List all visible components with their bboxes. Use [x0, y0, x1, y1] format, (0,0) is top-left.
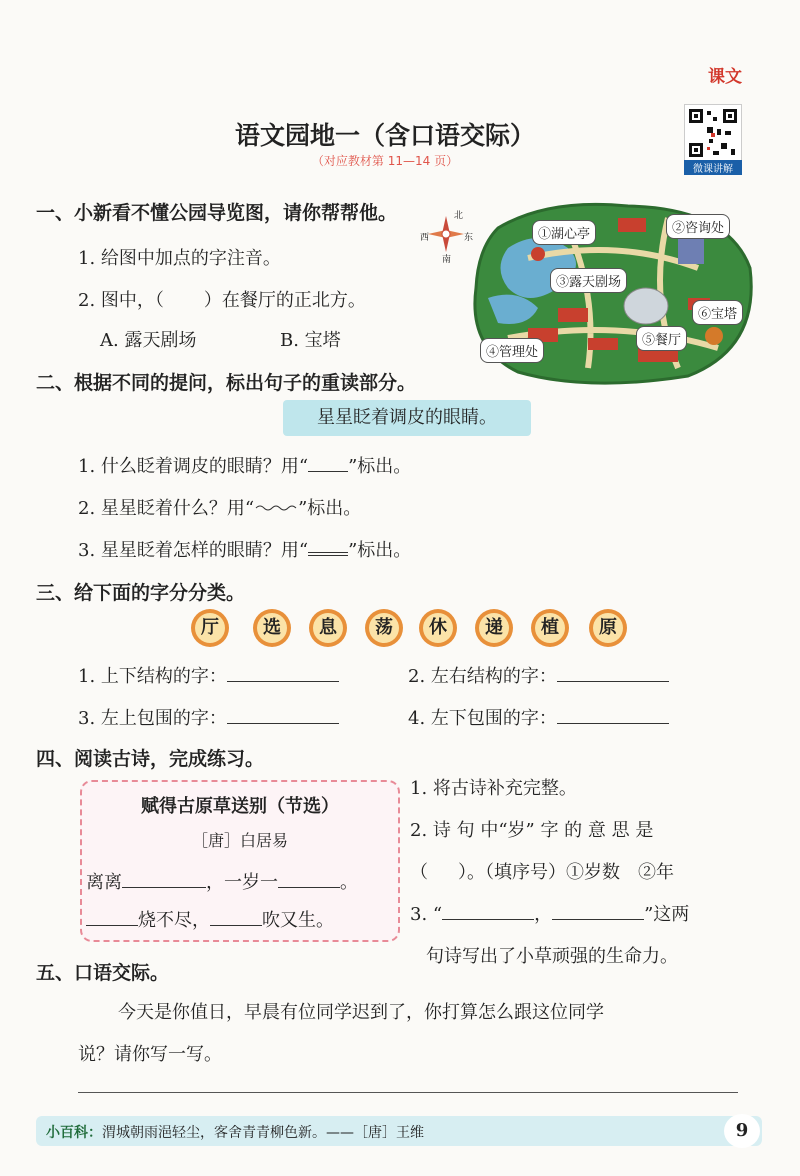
char-tile: 递: [474, 608, 514, 648]
map-label-management: ④管理处: [480, 338, 544, 363]
sec5-paragraph-1: 今天是你值日，早晨有位同学迟到了，你打算怎么跟这位同学: [118, 1002, 604, 1023]
target-sentence: 星星眨着调皮的眼睛。: [283, 400, 531, 436]
compass-west: 西: [420, 233, 430, 243]
compass-south: 南: [442, 255, 452, 265]
page-subtitle: （对应教材第 11—14 页）: [311, 154, 459, 168]
sec4-q1: 1. 将古诗补充完整。: [410, 778, 577, 799]
sec1-q2: 2. 图中，（ ）在餐厅的正北方。: [78, 290, 366, 311]
answer-line[interactable]: [552, 903, 644, 920]
qr-caption: 微课讲解: [684, 160, 742, 175]
map-label-theater: ③露天剧场: [550, 268, 627, 293]
answer-line[interactable]: [557, 665, 669, 682]
poem-line-1: 离离 ，一岁一 。: [86, 872, 358, 893]
writing-line[interactable]: [78, 1092, 738, 1093]
sec1-q1: 1. 给图中加点的字注音。: [78, 248, 281, 269]
answer-line[interactable]: [122, 871, 206, 888]
sec2-q3: 3. 星星眨着怎样的眼睛？用“ ”标出。: [78, 540, 412, 561]
sec3-q4: 4. 左下包围的字：: [408, 704, 669, 730]
answer-line[interactable]: [210, 909, 262, 926]
char-tile: 植: [530, 608, 570, 648]
section-5-heading: 五、口语交际。: [36, 962, 170, 984]
section-tag: 课文: [708, 67, 742, 87]
sec3-q2: 2. 左右结构的字：: [408, 662, 669, 688]
answer-line[interactable]: [442, 903, 534, 920]
sec4-q2: 2. 诗 句 中“岁” 字 的 意 思 是: [410, 820, 654, 841]
answer-line[interactable]: [557, 707, 669, 724]
map-label-info: ②咨询处: [666, 214, 730, 239]
poem-author: ［唐］白居易: [191, 831, 288, 850]
wavy-line-icon: [254, 498, 298, 514]
answer-line[interactable]: [278, 871, 340, 888]
sec5-paragraph-2: 说？请你写一写。: [78, 1044, 222, 1065]
section-3-heading: 三、给下面的字分分类。: [36, 582, 246, 604]
footer-label: 小百科：: [46, 1125, 102, 1141]
option-b[interactable]: B. 宝塔: [280, 330, 341, 351]
sec3-q3: 3. 左上包围的字：: [78, 704, 339, 730]
sec2-q1: 1. 什么眨着调皮的眼睛？用“ ”标出。: [78, 456, 412, 477]
page-number: 9: [724, 1114, 760, 1148]
char-tile: 息: [308, 608, 348, 648]
park-map: [468, 198, 758, 388]
page-title: 语文园地一（含口语交际）: [234, 121, 535, 150]
char-tile: 原: [588, 608, 628, 648]
answer-line[interactable]: [86, 909, 138, 926]
answer-line[interactable]: [227, 665, 339, 682]
char-tile: 选: [252, 608, 292, 648]
qr-code-icon[interactable]: [684, 104, 742, 162]
option-a[interactable]: A. 露天剧场: [100, 330, 197, 351]
answer-line[interactable]: [227, 707, 339, 724]
sec4-q2-cont: （ ）。（填序号）①岁数 ②年: [410, 862, 674, 883]
section-1-heading: 一、小新看不懂公园导览图，请你帮帮他。: [36, 202, 398, 224]
compass-east: 东: [464, 233, 474, 243]
sec3-q1: 1. 上下结构的字：: [78, 662, 339, 688]
sec4-q3: 3. “ ， ”这两: [410, 904, 690, 925]
poem-line-2: 烧不尽， 吹又生。: [86, 906, 334, 932]
map-label-pagoda: ⑥宝塔: [692, 300, 743, 325]
map-label-pavilion: ①湖心亭: [532, 220, 596, 245]
footer-quote: 渭城朝雨浥轻尘，客舍青青柳色新。——［唐］王维: [102, 1125, 424, 1141]
char-tile: 厅: [190, 608, 230, 648]
map-label-restaurant: ⑤餐厅: [636, 326, 687, 351]
sec2-q2: 2. 星星眨着什么？用“ ”标出。: [78, 498, 362, 519]
sec4-q3-cont: 句诗写出了小草顽强的生命力。: [426, 946, 678, 967]
section-2-heading: 二、根据不同的提问，标出句子的重读部分。: [36, 372, 417, 394]
poem-title: 赋得古原草送别（节选）: [141, 796, 339, 817]
char-tile: 荡: [364, 608, 404, 648]
footer-tip: [46, 1122, 424, 1142]
compass-north: 北: [454, 211, 464, 221]
compass-rose: [420, 208, 474, 265]
section-4-heading: 四、阅读古诗，完成练习。: [36, 748, 265, 770]
char-tile: 休: [418, 608, 458, 648]
